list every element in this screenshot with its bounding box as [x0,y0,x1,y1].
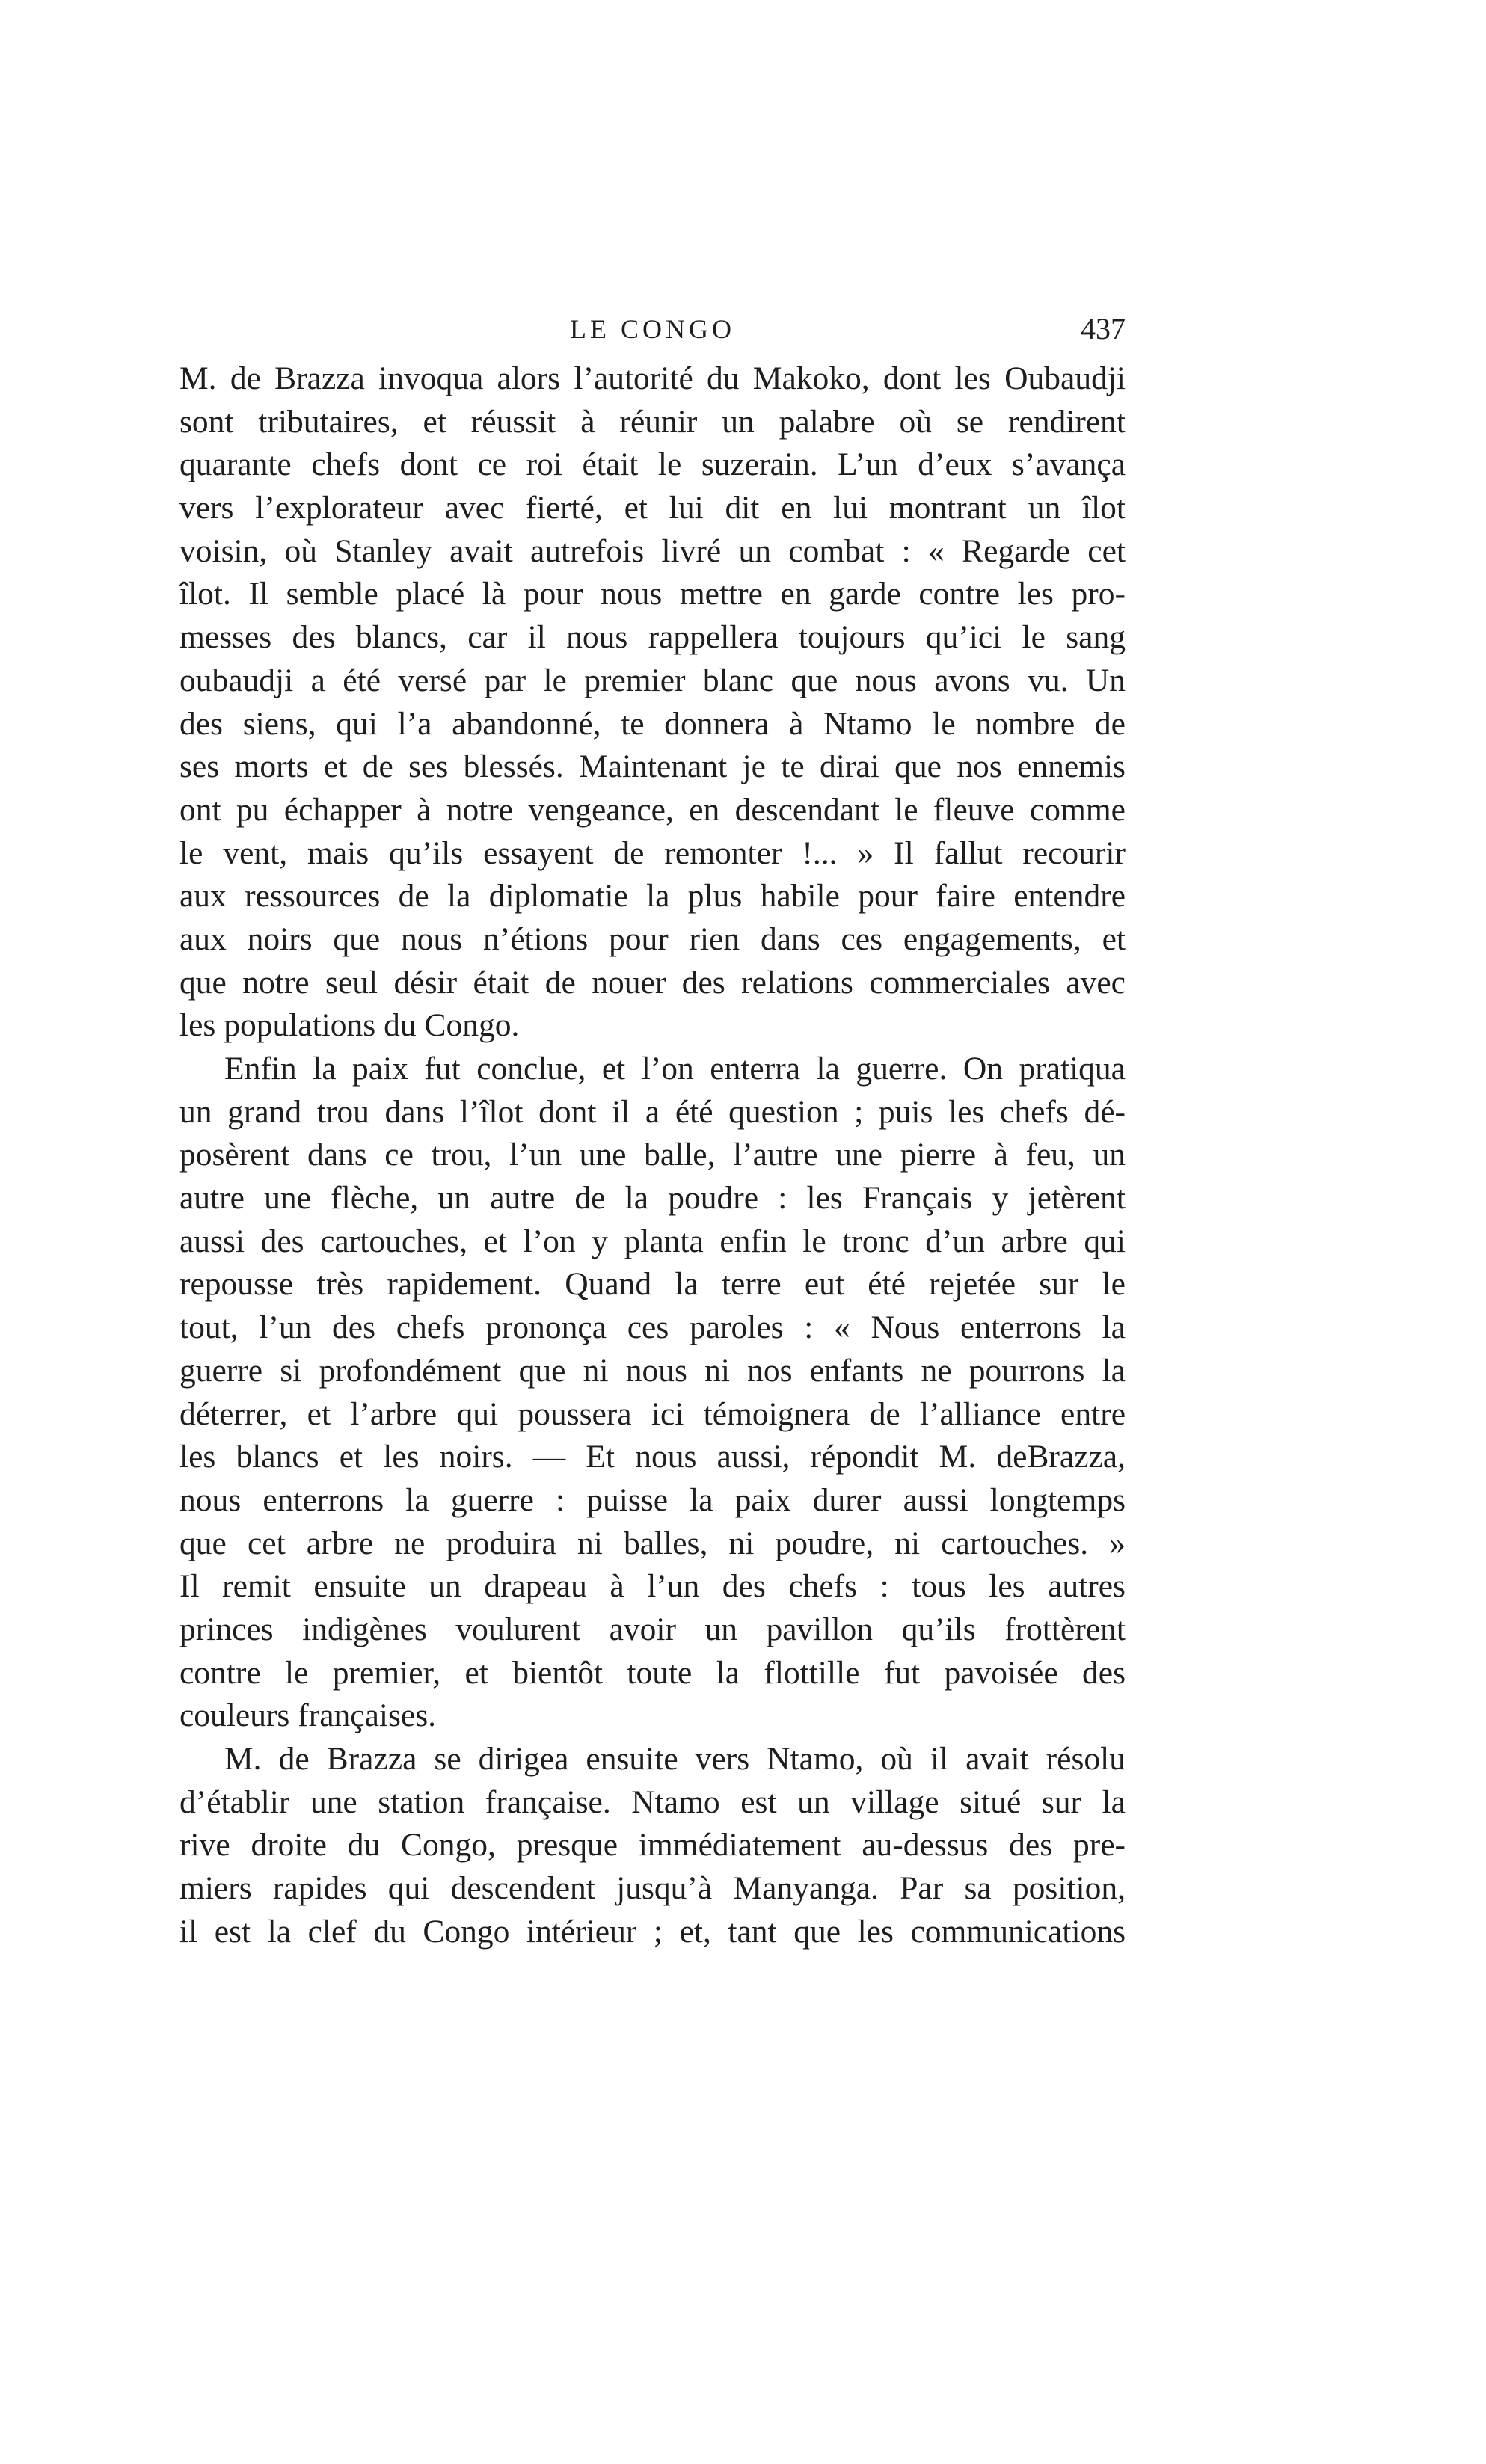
text-line: aux noirs que nous n’étions pour rien dans ces engagements, et [179,921,1126,957]
text-line: sont tributaires, et réussit à réunir un palabre où se rendirent [179,403,1126,440]
text-line: princes indigènes voulurent avoir un pavillon qu’ils frottèrent [179,1611,1126,1647]
text-line: les populations du Congo. [179,1007,520,1044]
text-line: déterrer, et l’arbre qui poussera ici témoignera de l’alliance entre [179,1395,1126,1432]
text-line: quarante chefs dont ce roi était le suzerain. L’un d’eux s’avança [179,446,1126,483]
text-line: posèrent dans ce trou, l’un une balle, l’autre une pierre à feu, un [179,1137,1126,1173]
page-number: 437 [1081,312,1126,345]
text-line: ses morts et de ses blessés. Maintenant je te dirai que nos ennemis [179,749,1126,785]
text-line: il est la clef du Congo intérieur ; et, tant que les communications [179,1913,1126,1950]
text-line: les blancs et les noirs. — Et nous aussi, répondit M. deBrazza, [179,1439,1126,1475]
text-line: ont pu échapper à notre vengeance, en descendant le fleuve comme [179,791,1126,828]
running-title: LE CONGO [570,314,735,344]
text-line: M. de Brazza invoqua alors l’autorité du Makoko, dont les Oubaudji [179,360,1126,396]
text-line: le vent, mais qu’ils essayent de remonter !... » Il fallut recourir [179,835,1126,871]
text-line: autre une flèche, un autre de la poudre : les Français y jetèrent [179,1180,1126,1217]
text-line: des siens, qui l’a abandonné, te donnera à Ntamo le nombre de [179,705,1126,742]
running-head [179,307,1126,351]
text-line: aussi des cartouches, et l’on y planta enfin le tronc d’un arbre qui [179,1223,1126,1259]
text-line: couleurs françaises. [179,1698,437,1734]
text-line: Enfin la paix fut conclue, et l’on enterra la guerre. On pratiqua [224,1051,1126,1087]
text-line: d’établir une station française. Ntamo est un village situé sur la [179,1784,1126,1820]
text-line: vers l’explorateur avec fierté, et lui dit en lui montrant un îlot [179,490,1126,526]
text-line: que cet arbre ne produira ni balles, ni poudre, ni cartouches. » [179,1525,1126,1561]
text-line: nous enterrons la guerre : puisse la paix durer aussi longtemps [179,1481,1126,1518]
text-line: M. de Brazza se dirigea ensuite vers Ntamo, où il avait résolu [224,1741,1126,1777]
text-line: que notre seul désir était de nouer des relations commerciales avec [179,964,1126,1001]
text-line: îlot. Il semble placé là pour nous mettre en garde contre les pro- [179,576,1126,612]
text-line: voisin, où Stanley avait autrefois livré un combat : « Regarde cet [179,532,1126,569]
text-line: rive droite du Congo, presque immédiatement au-dessus des pre- [179,1827,1126,1864]
text-line: Il remit ensuite un drapeau à l’un des chefs : tous les autres [179,1568,1126,1605]
body-text [179,357,1126,1953]
text-line: un grand trou dans l’îlot dont il a été question ; puis les chefs dé- [179,1093,1126,1130]
text-line: miers rapides qui descendent jusqu’à Manyanga. Par sa position, [179,1870,1126,1907]
text-line: oubaudji a été versé par le premier blanc que nous avons vu. Un [179,662,1126,698]
text-line: guerre si profondément que ni nous ni nos enfants ne pourrons la [179,1352,1126,1389]
text-line: tout, l’un des chefs prononça ces paroles : « Nous enterrons la [179,1309,1126,1346]
text-line: contre le premier, et bientôt toute la flottille fut pavoisée des [179,1654,1126,1691]
text-line: repousse très rapidement. Quand la terre eut été rejetée sur le [179,1266,1126,1303]
text-line: messes des blancs, car il nous rappellera toujours qu’ici le sang [179,619,1126,656]
text-line: aux ressources de la diplomatie la plus habile pour faire entendre [179,878,1126,915]
